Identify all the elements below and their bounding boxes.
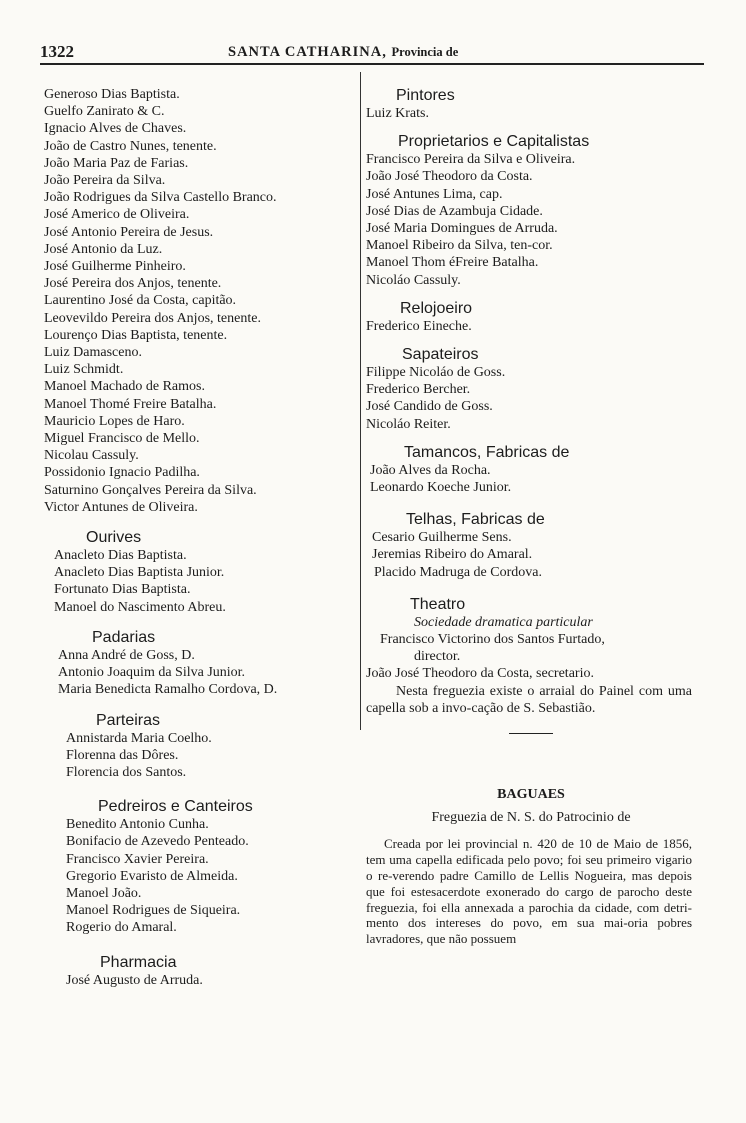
list-item: José Americo de Oliveira. — [44, 207, 190, 223]
list-item: Nicolau Cassuly. — [44, 448, 139, 464]
section-tamancos — [366, 443, 696, 496]
list-item: Nicoláo Reiter. — [366, 416, 451, 432]
list-item: Generoso Dias Baptista. — [44, 87, 180, 102]
list-item: Florencia dos Santos. — [66, 764, 187, 780]
list-item: João José Theodoro da Costa. — [366, 169, 533, 185]
section-heading: Relojoeiro — [400, 299, 473, 317]
list-item: Francisco Xavier Pereira. — [66, 851, 209, 867]
section-heading: Parteiras — [96, 711, 161, 729]
list-item: Anacleto Dias Baptista Junior. — [54, 565, 225, 581]
list-item: José Pereira dos Anjos, tenente. — [44, 276, 222, 292]
list-item: Anna André de Goss, D. — [58, 647, 195, 663]
section-heading: Tamancos, Fabricas de — [404, 443, 570, 461]
list-item: Frederico Eineche. — [366, 318, 472, 334]
list-item: Manoel Thomé Freire Batalha. — [44, 396, 217, 412]
list-item: Frederico Bercher. — [366, 382, 471, 398]
section-padarias — [44, 628, 360, 699]
section-heading: Telhas, Fabricas de — [406, 511, 545, 529]
list-item: Bonifacio de Azevedo Penteado. — [66, 834, 249, 850]
list-item: João Alves da Rocha. — [370, 462, 491, 478]
names-list — [44, 86, 360, 516]
list-item: João José Theodoro da Costa, secretario. — [366, 666, 594, 682]
list-item: Guelfo Zanirato & C. — [44, 104, 165, 120]
section-heading: Pintores — [396, 87, 455, 104]
column-divider — [360, 72, 361, 730]
section-heading: Ourives — [86, 529, 142, 547]
list-item: João Pereira da Silva. — [44, 173, 166, 189]
list-item: Manoel Ribeiro da Silva, ten-cor. — [366, 238, 553, 254]
list-item: Francisco Victorino dos Santos Furtado, — [380, 632, 605, 648]
list-item: Saturnino Gonçalves Pereira da Silva. — [44, 482, 257, 498]
section-heading: BAGUAES — [497, 787, 565, 803]
list-item: João de Castro Nunes, tenente. — [44, 138, 217, 154]
list-item: Maria Benedicta Ramalho Cordova, D. — [58, 682, 278, 698]
list-item: Luiz Schmidt. — [44, 362, 124, 378]
section-subheading: Freguezia de N. S. do Patrocinio de — [431, 810, 631, 826]
list-item: José Candido de Goss. — [366, 399, 493, 415]
list-item: Lourenço Dias Baptista, tenente. — [44, 327, 228, 343]
list-item: Luiz Krats. — [366, 106, 429, 121]
list-item: Cesario Guilherme Sens. — [372, 530, 512, 546]
section-heading: Padarias — [92, 628, 156, 646]
list-item: director. — [414, 649, 461, 665]
list-item: Nicoláo Cassuly. — [366, 272, 461, 288]
baguaes-paragraph: Creada por lei provincial n. 420 de 10 de Maio de 1856, tem uma capella edificada pelo povo; foi seu primeiro vigario o re-verendo padre Camillo de Lellis Nogueira, mas depois que foi estesacerdote exonerado do cargo de parocho deste freguezia, foi ella annexada a parochia da cidade, com detri-mento dos intereses do povo, em sua mai-oria pobres lavradores, que não possuem — [366, 836, 692, 947]
list-item: Rogerio do Amaral. — [66, 920, 177, 936]
list-item: Jeremias Ribeiro do Amaral. — [372, 547, 533, 563]
header-rule — [40, 63, 704, 65]
section-pharmacia — [44, 953, 360, 989]
list-item: João Rodrigues da Silva Castello Branco. — [44, 190, 277, 206]
list-item: Benedito Antonio Cunha. — [66, 817, 209, 833]
society-name: Sociedade dramatica particular — [414, 614, 593, 630]
list-item: Mauricio Lopes de Haro. — [44, 413, 185, 429]
page-number: 1322 — [40, 42, 74, 61]
list-item: José Antonio da Luz. — [44, 241, 163, 257]
list-item: Leonardo Koeche Junior. — [370, 480, 512, 496]
list-item: Francisco Pereira da Silva e Oliveira. — [366, 152, 576, 168]
list-item: Fortunato Dias Baptista. — [54, 582, 191, 598]
theatro-paragraph: Nesta freguezia existe o arraial do Painel com uma capella sob a invo-cação de S. Sebastião. — [366, 683, 692, 716]
section-telhas — [366, 510, 696, 581]
list-item: Manoel Rodrigues de Siqueira. — [66, 903, 241, 919]
section-ourives — [44, 528, 360, 616]
list-item: José Guilherme Pinheiro. — [44, 259, 186, 275]
section-baguaes — [366, 786, 696, 947]
running-title-main: SANTA CATHARINA, — [228, 44, 387, 60]
list-item: Gregorio Evaristo de Almeida. — [66, 868, 238, 884]
list-item: Miguel Francisco de Mello. — [44, 431, 200, 447]
list-item: Placido Madruga de Cordova. — [374, 564, 542, 580]
list-item: Filippe Nicoláo de Goss. — [366, 365, 506, 381]
list-item: João Maria Paz de Farias. — [44, 155, 189, 171]
section-heading: Pharmacia — [100, 953, 177, 971]
section-heading: Proprietarios e Capitalistas — [398, 133, 590, 151]
section-heading: Pedreiros e Canteiros — [98, 798, 253, 816]
list-item: Ignacio Alves de Chaves. — [44, 121, 187, 137]
list-item: José Dias de Azambuja Cidade. — [366, 203, 543, 219]
list-item: Luiz Damasceno. — [44, 345, 142, 361]
section-rule — [509, 733, 553, 734]
running-title-sub: Provincia de — [391, 45, 459, 59]
list-item: Florenna das Dôres. — [66, 747, 179, 763]
list-item: Manoel Thom éFreire Batalha. — [366, 255, 539, 271]
section-pedreiros — [44, 797, 360, 936]
list-item: Leovevildo Pereira dos Anjos, tenente. — [44, 310, 261, 326]
section-proprietarios — [366, 132, 696, 289]
running-title — [228, 44, 458, 61]
section-sapateiros — [366, 345, 696, 433]
list-item: José Maria Domingues de Arruda. — [366, 221, 558, 237]
list-item: José Antonio Pereira de Jesus. — [44, 224, 214, 240]
list-item: Annistarda Maria Coelho. — [66, 730, 212, 746]
section-parteiras — [44, 711, 360, 782]
list-item: Victor Antunes de Oliveira. — [44, 499, 198, 515]
right-column — [366, 86, 696, 947]
section-pintores — [366, 86, 696, 122]
section-relojoeiro — [366, 299, 696, 335]
list-item: Laurentino José da Costa, capitão. — [44, 293, 237, 309]
section-theatro — [366, 595, 696, 734]
list-item: José Augusto de Arruda. — [66, 972, 203, 988]
list-item: José Antunes Lima, cap. — [366, 186, 503, 202]
list-item: Possidonio Ignacio Padilha. — [44, 465, 200, 481]
list-item: Manoel João. — [66, 885, 142, 901]
list-item: Anacleto Dias Baptista. — [54, 548, 187, 564]
list-item: Antonio Joaquim da Silva Junior. — [58, 665, 246, 681]
section-heading: Sapateiros — [402, 346, 479, 364]
list-item: Manoel do Nascimento Abreu. — [54, 599, 226, 615]
section-heading: Theatro — [410, 595, 466, 613]
left-column — [44, 86, 360, 989]
list-item: Manoel Machado de Ramos. — [44, 379, 205, 395]
